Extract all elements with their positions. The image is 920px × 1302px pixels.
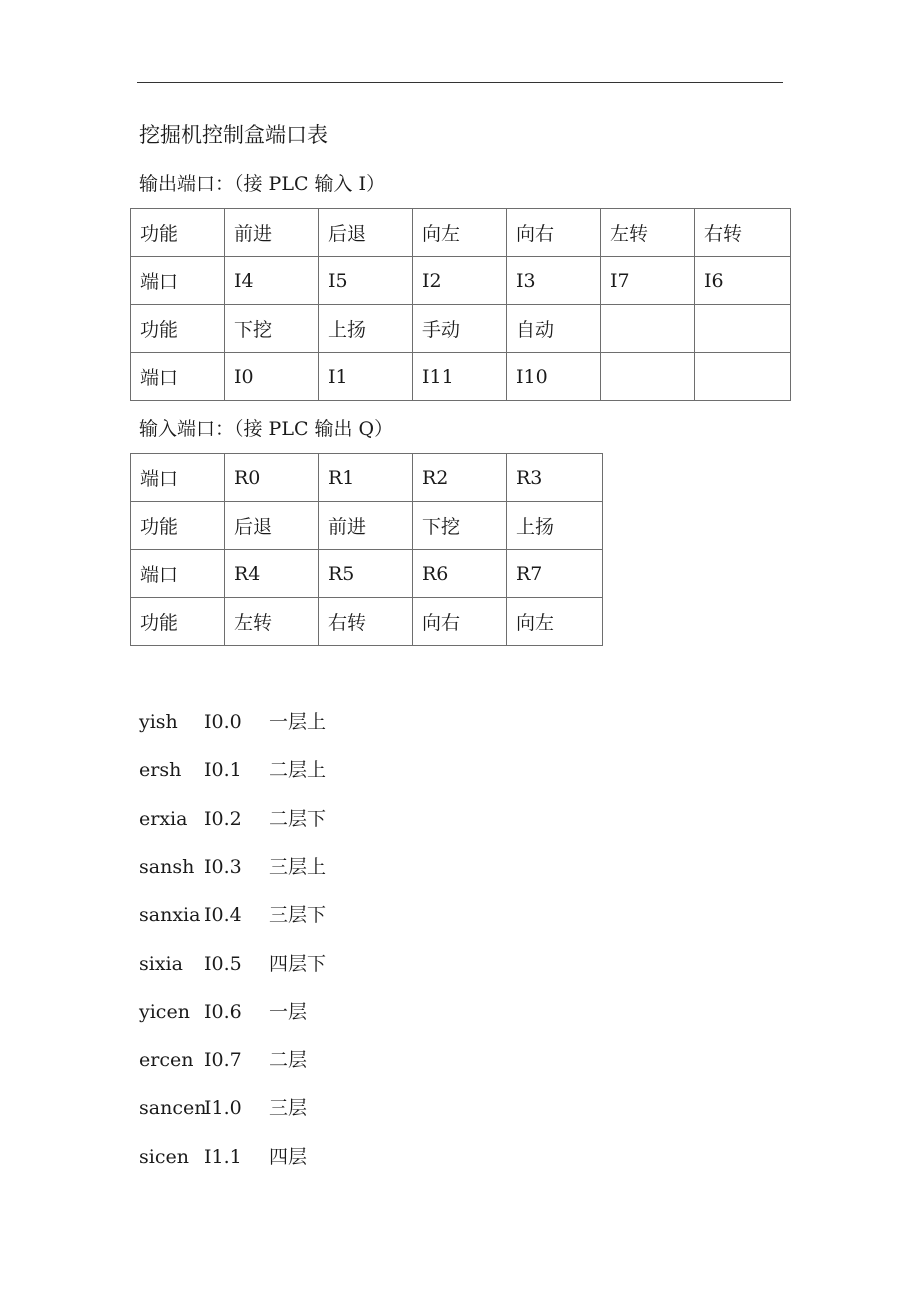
signal-description: 三层下 — [269, 904, 327, 927]
table-cell: I3 — [507, 257, 601, 305]
table-cell: R2 — [413, 454, 507, 502]
row-header-cell: 功能 — [131, 598, 225, 646]
signal-address: I0.5 — [204, 952, 242, 975]
table-cell: I0 — [225, 353, 319, 401]
table-cell — [695, 305, 791, 353]
row-header-cell: 功能 — [131, 502, 225, 550]
table-cell: I4 — [225, 257, 319, 305]
signal-name: erxia — [139, 807, 188, 830]
table-cell: 向右 — [507, 209, 601, 257]
table-cell: I2 — [413, 257, 507, 305]
signal-name: sansh — [139, 855, 195, 878]
table-cell: I10 — [507, 353, 601, 401]
row-header-cell: 功能 — [131, 209, 225, 257]
table-cell: R6 — [413, 550, 507, 598]
signal-description: 四层 — [269, 1145, 308, 1168]
document-title: 挖掘机控制盒端口表 — [139, 123, 328, 147]
input-port-table — [130, 453, 603, 646]
signal-description: 三层 — [269, 1097, 308, 1120]
signal-name: sanxia — [139, 904, 201, 927]
signal-address: I0.6 — [204, 1000, 242, 1023]
table-cell: I7 — [601, 257, 695, 305]
table-cell: 上扬 — [507, 502, 603, 550]
table-cell: R5 — [319, 550, 413, 598]
signal-address: I0.2 — [204, 807, 242, 830]
signal-name: yicen — [139, 1000, 190, 1023]
table-cell: 下挖 — [225, 305, 319, 353]
signal-name: sancen — [139, 1097, 207, 1120]
row-header-cell: 端口 — [131, 257, 225, 305]
table-row — [131, 502, 603, 550]
signal-name: ercen — [139, 1049, 194, 1072]
signal-description: 二层上 — [269, 759, 327, 782]
table-cell: I6 — [695, 257, 791, 305]
table-row — [131, 550, 603, 598]
signal-description: 二层下 — [269, 807, 327, 830]
table-cell: R3 — [507, 454, 603, 502]
table-cell: R4 — [225, 550, 319, 598]
table-cell: R7 — [507, 550, 603, 598]
table-cell: 自动 — [507, 305, 601, 353]
table-cell: R1 — [319, 454, 413, 502]
table-cell: 前进 — [319, 502, 413, 550]
output-section-label: 输出端口：（接 PLC 输入 I） — [139, 173, 386, 195]
signal-description: 四层下 — [269, 952, 327, 975]
table-cell: 前进 — [225, 209, 319, 257]
table-cell — [695, 353, 791, 401]
table-row — [131, 598, 603, 646]
table-cell: 向左 — [507, 598, 603, 646]
table-cell: I11 — [413, 353, 507, 401]
signal-address: I0.7 — [204, 1049, 242, 1072]
signal-address: I0.4 — [204, 904, 242, 927]
table-cell: 手动 — [413, 305, 507, 353]
table-cell: 左转 — [225, 598, 319, 646]
input-section-label: 输入端口：（接 PLC 输出 Q） — [139, 418, 394, 440]
table-row — [131, 305, 791, 353]
table-cell: 右转 — [319, 598, 413, 646]
signal-address: I0.1 — [204, 759, 242, 782]
signal-description: 二层 — [269, 1049, 308, 1072]
table-cell: 左转 — [601, 209, 695, 257]
signal-description: 一层 — [269, 1000, 308, 1023]
table-cell: 后退 — [319, 209, 413, 257]
row-header-cell: 端口 — [131, 353, 225, 401]
table-cell — [601, 353, 695, 401]
table-cell: 向左 — [413, 209, 507, 257]
signal-address: I1.0 — [204, 1097, 242, 1120]
header-rule — [137, 82, 783, 83]
row-header-cell: 功能 — [131, 305, 225, 353]
signal-name: sixia — [139, 952, 183, 975]
table-cell: 右转 — [695, 209, 791, 257]
table-row — [131, 454, 603, 502]
signal-name: yish — [139, 711, 178, 733]
signal-address: I0.0 — [204, 711, 242, 733]
table-cell: I1 — [319, 353, 413, 401]
table-cell: 上扬 — [319, 305, 413, 353]
row-header-cell: 端口 — [131, 550, 225, 598]
signal-address: I1.1 — [204, 1145, 242, 1168]
table-row — [131, 353, 791, 401]
table-row — [131, 257, 791, 305]
signal-name: sicen — [139, 1145, 189, 1168]
table-cell — [601, 305, 695, 353]
signal-description: 三层上 — [269, 855, 327, 878]
table-row — [131, 209, 791, 257]
table-cell: I5 — [319, 257, 413, 305]
signal-name: ersh — [139, 759, 182, 782]
table-cell: 下挖 — [413, 502, 507, 550]
table-cell: R0 — [225, 454, 319, 502]
output-port-table — [130, 208, 791, 401]
table-cell: 向右 — [413, 598, 507, 646]
row-header-cell: 端口 — [131, 454, 225, 502]
signal-description: 一层上 — [269, 711, 327, 733]
signal-address: I0.3 — [204, 855, 242, 878]
table-cell: 后退 — [225, 502, 319, 550]
